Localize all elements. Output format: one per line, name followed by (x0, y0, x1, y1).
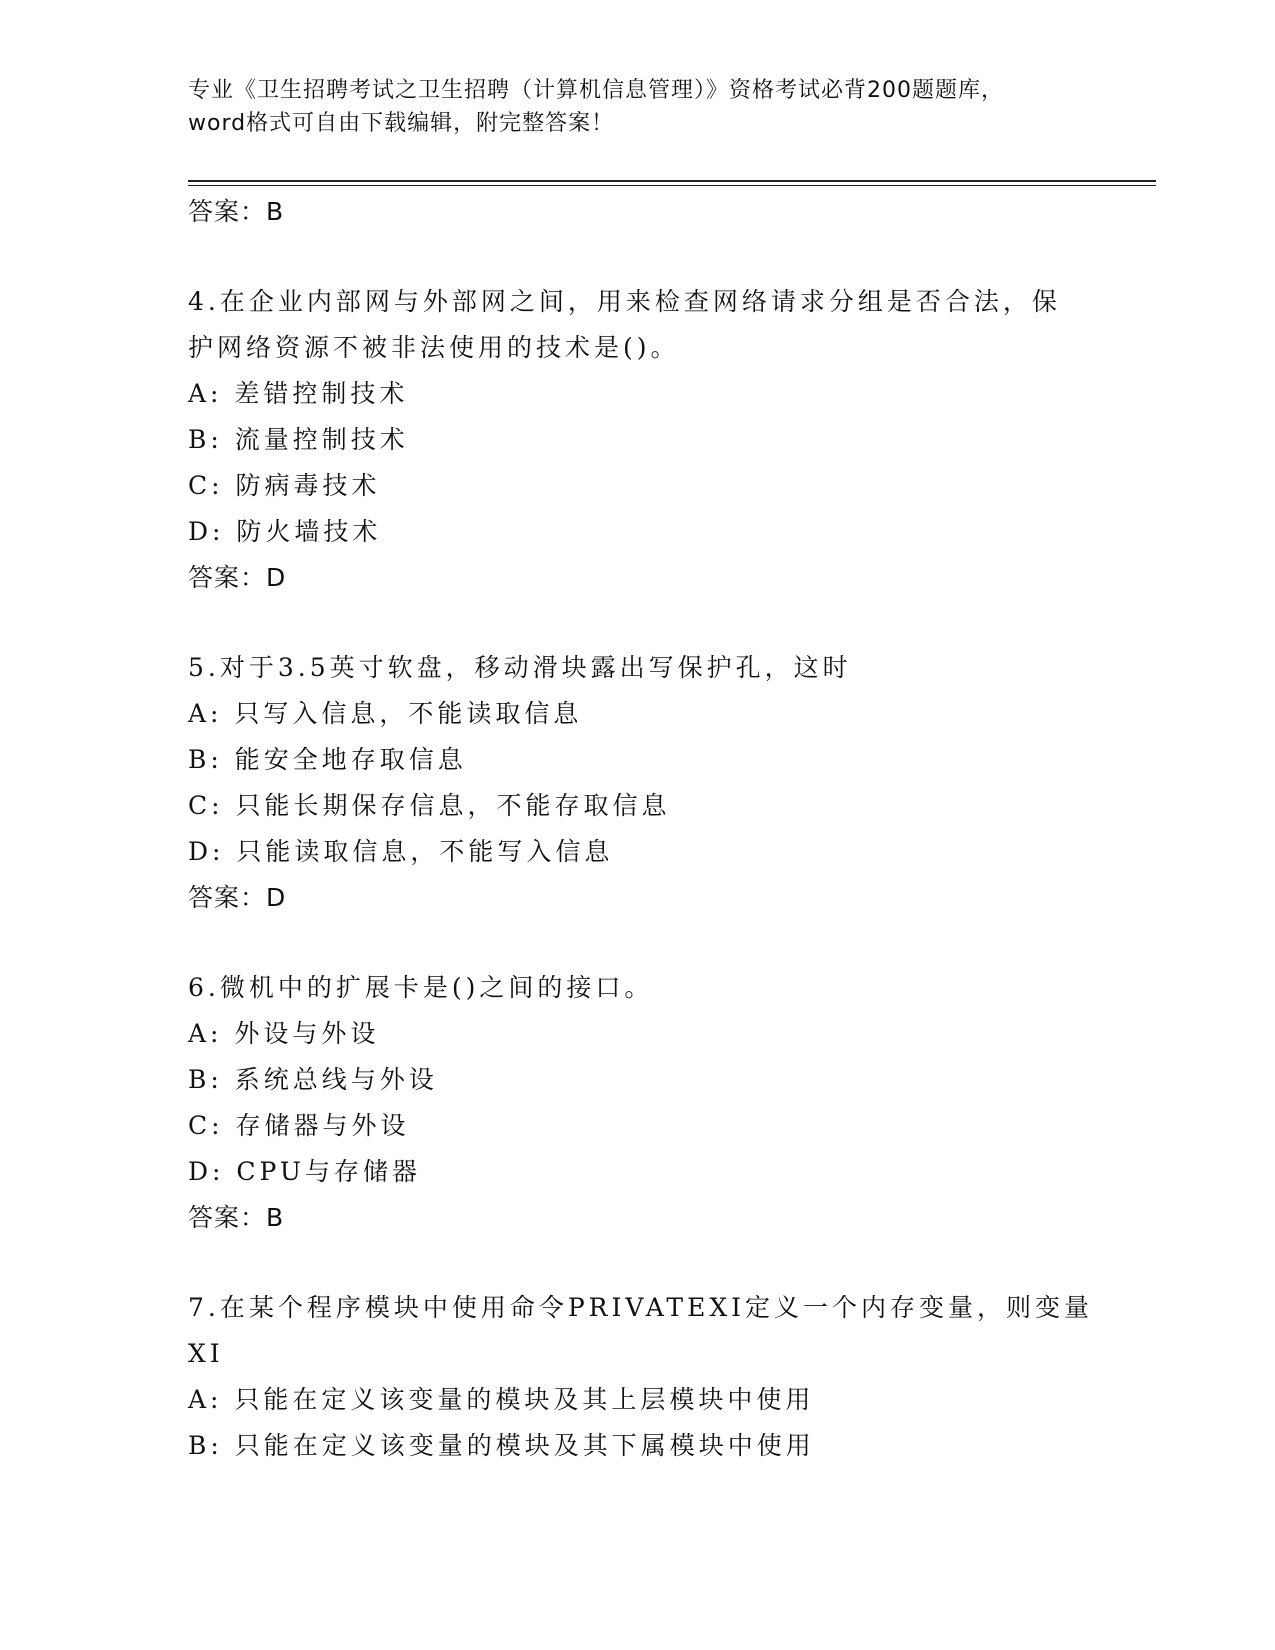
answer-line: 答案：D (188, 563, 287, 592)
question-text: 5.对于3.5英寸软盘，移动滑块露出写保护孔，这时 (188, 653, 852, 682)
question-text: 7.在某个程序模块中使用命令PRIVATEXI定义一个内存变量，则变量 (188, 1293, 1094, 1322)
option-d: D: 防火墙技术 (188, 517, 382, 546)
option-d: D: CPU与存储器 (188, 1157, 421, 1186)
option-d: D: 只能读取信息，不能写入信息 (188, 837, 614, 866)
option-c: C: 只能长期保存信息，不能存取信息 (188, 791, 671, 820)
page-header (188, 74, 1068, 140)
answer-line: 答案：D (188, 883, 287, 912)
option-b: B: 只能在定义该变量的模块及其下属模块中使用 (188, 1431, 815, 1460)
answer-line: 答案：B (188, 197, 285, 226)
option-b: B: 流量控制技术 (188, 425, 409, 454)
option-a: A: 只能在定义该变量的模块及其上层模块中使用 (188, 1385, 815, 1414)
option-a: A: 外设与外设 (188, 1019, 380, 1048)
question-text: XI (188, 1339, 224, 1368)
question-list (188, 189, 1108, 1469)
header-title-line-2: word格式可自由下载编辑，附完整答案！ (188, 111, 615, 136)
question-text: 6.微机中的扩展卡是()之间的接口。 (188, 973, 654, 1002)
option-a: A: 差错控制技术 (188, 379, 409, 408)
option-b: B: 能安全地存取信息 (188, 745, 467, 774)
question-5 (188, 645, 1108, 921)
option-a: A: 只写入信息，不能读取信息 (188, 699, 583, 728)
question-text: 护网络资源不被非法使用的技术是()。 (188, 333, 680, 362)
option-c: C: 防病毒技术 (188, 471, 381, 500)
answer-line: 答案：B (188, 1203, 285, 1232)
header-title-line-1: 专业《卫生招聘考试之卫生招聘（计算机信息管理）》资格考试必背200题题库， (188, 78, 1004, 103)
question-text: 4.在企业内部网与外部网之间，用来检查网络请求分组是否合法，保 (188, 287, 1061, 316)
question-7 (188, 1285, 1108, 1469)
question-6 (188, 965, 1108, 1241)
header-divider (188, 180, 1156, 186)
option-b: B: 系统总线与外设 (188, 1065, 438, 1094)
option-c: C: 存储器与外设 (188, 1111, 410, 1140)
question-4 (188, 279, 1108, 601)
